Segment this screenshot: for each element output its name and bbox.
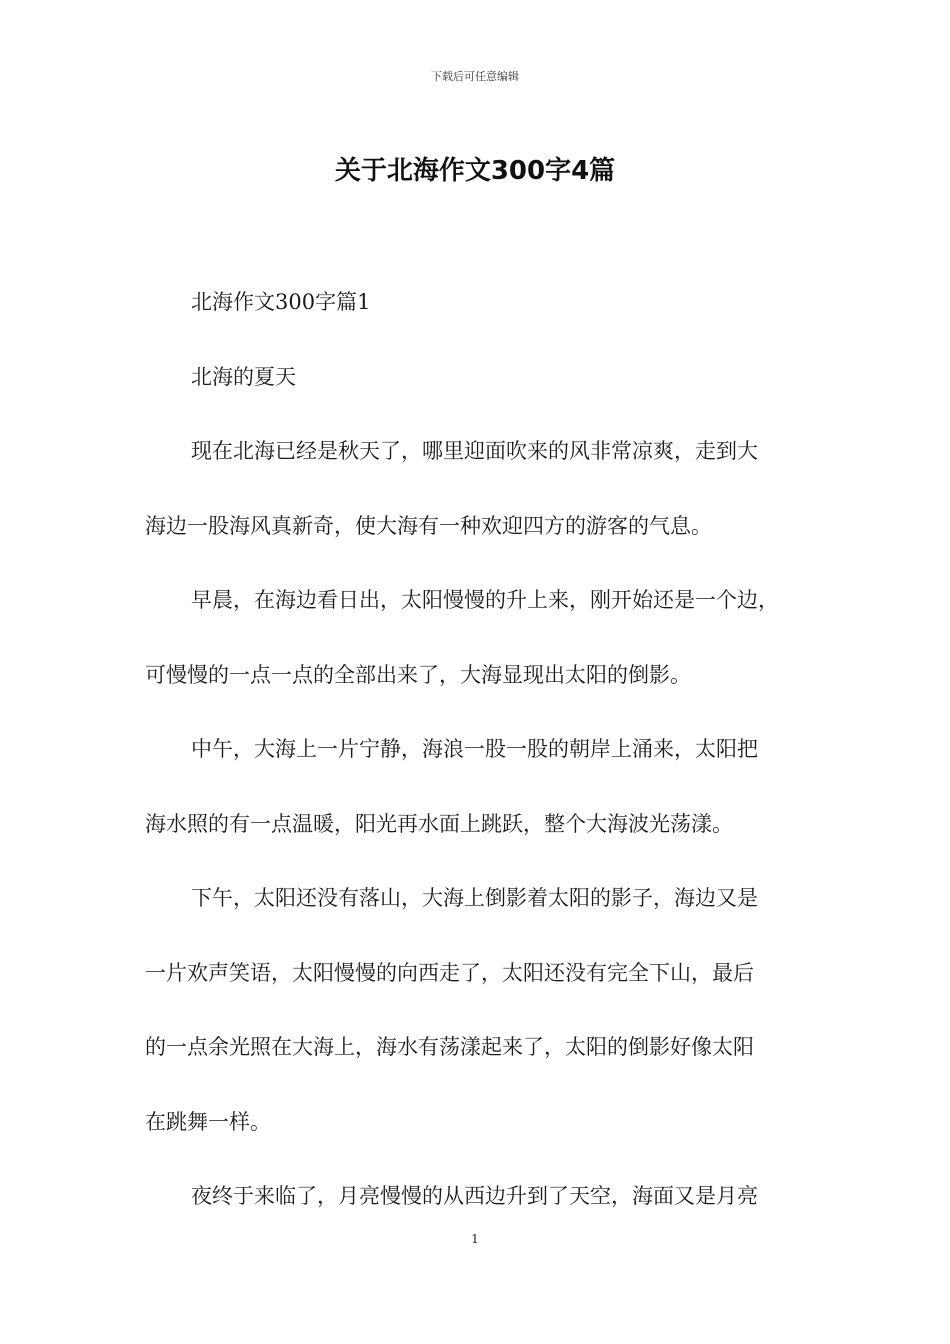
document-body bbox=[145, 282, 815, 1251]
paragraph-line: 下午，太阳还没有落山，大海上倒影着太阳的影子，海边又是 bbox=[191, 886, 758, 910]
paragraph-line: 现在北海已经是秋天了，哪里迎面吹来的风非常凉爽，走到大 bbox=[191, 439, 758, 463]
paragraph-line: 中午，大海上一片宁静，海浪一股一股的朝岸上涌来，太阳把 bbox=[191, 737, 758, 761]
paragraph-line: 可慢慢的一点一点的全部出来了，大海显现出太阳的倒影。 bbox=[145, 662, 691, 687]
paragraph-line: 的一点余光照在大海上，海水有荡漾起来了，太阳的倒影好像太阳 bbox=[145, 1035, 754, 1059]
page-number: 1 bbox=[471, 1232, 479, 1246]
paragraph-line: 早晨，在海边看日出，太阳慢慢的升上来，刚开始还是一个边， bbox=[191, 588, 779, 612]
paragraph-line: 夜终于来临了，月亮慢慢的从西边升到了天空，海面又是月亮 bbox=[191, 1184, 758, 1208]
paragraph-line: 海水照的有一点温暖，阳光再水面上跳跃，整个大海波光荡漾。 bbox=[145, 811, 733, 836]
section-heading: 北海作文300字篇1 bbox=[191, 290, 371, 314]
paragraph-line: 一片欢声笑语，太阳慢慢的向西走了，太阳还没有完全下山，最后 bbox=[145, 960, 754, 985]
document-title: 关于北海作文300字4篇 bbox=[334, 156, 616, 186]
essay-subtitle: 北海的夏天 bbox=[191, 364, 296, 389]
header-note: 下载后可任意编辑 bbox=[431, 70, 519, 83]
paragraph-line: 海边一股海风真新奇，使大海有一种欢迎四方的游客的气息。 bbox=[145, 513, 712, 538]
paragraph-line: 在跳舞一样。 bbox=[145, 1109, 271, 1134]
